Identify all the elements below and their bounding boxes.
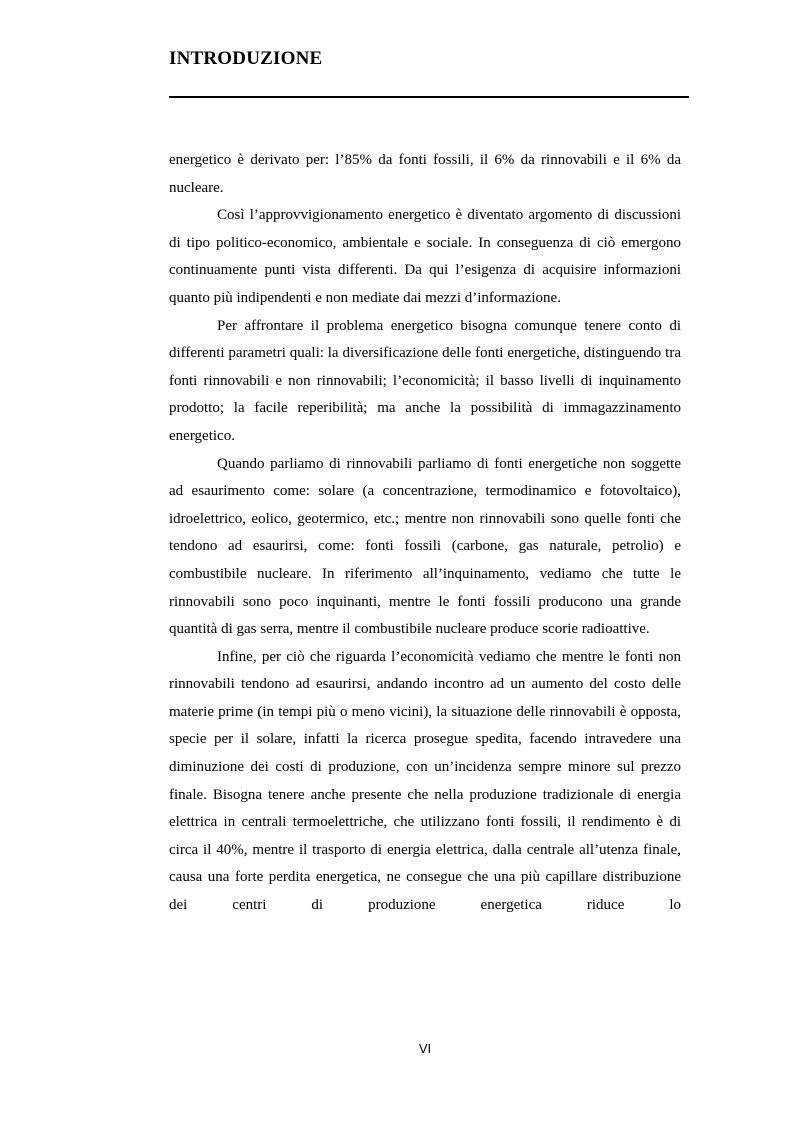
page-number: VI bbox=[418, 1041, 432, 1056]
page-header-title: INTRODUZIONE bbox=[169, 48, 323, 69]
paragraph: Così l’approvvigionamento energetico è diventato argomento di discussioni di tipo politico-economico, ambientale e sociale. In conseguenza di ciò emergono continuamente punti vista differenti. Da qui l’esigenza di acquisire informazioni quanto più indipendenti e non mediate dai mezzi d’informazione. bbox=[169, 207, 681, 306]
header-divider bbox=[169, 96, 689, 98]
paragraph: Per affrontare il problema energetico bisogna comunque tenere conto di differenti parametri quali: la diversificazione delle fonti energetiche, distinguendo tra fonti rinnovabili e non rinnovabili; l’economicità; il basso livelli di inquinamento prodotto; la facile reperibilità; ma anche la possibilità di immagazzinamento energetico. bbox=[169, 317, 681, 444]
document-body bbox=[169, 147, 681, 920]
paragraph: Infine, per ciò che riguarda l’economicità vediamo che mentre le fonti non rinnovabili tendono ad esaurirsi, andando incontro ad un aumento del costo delle materie prime (in tempi più o meno vicini), la situazione delle rinnovabili è opposta, specie per il solare, infatti la ricerca prosegue spedita, facendo intravedere una diminuzione dei costi di produzione, con un’incidenza sempre minore sul prezzo finale. Bisogna tenere anche presente che nella produzione tradizionale di energia elettrica in centrali termoelettriche, che utilizzano fonti fossili, il rendimento è di circa il 40%, mentre il trasporto di energia elettrica, dalla centrale all’utenza finale, causa una forte perdita energetica, ne consegue che una più capillare distribuzione dei centri di produzione energetica riduce lo bbox=[169, 648, 681, 914]
paragraph: Quando parliamo di rinnovabili parliamo di fonti energetiche non soggette ad esaurimento come: solare (a concentrazione, termodinamico e fotovoltaico), idroelettrico, eolico, geotermico, etc.; mentre non rinnovabili sono quelle fonti che tendono ad esaurirsi, come: fonti fossili (carbone, gas naturale, petrolio) e combustibile nucleare. In riferimento all’inquinamento, vediamo che tutte le rinnovabili sono poco inquinanti, mentre le fonti fossili producono una grande quantità di gas serra, mentre il combustibile nucleare produce scorie radioattive. bbox=[169, 455, 681, 638]
paragraph-continuation: energetico è derivato per: l’85% da fonti fossili, il 6% da rinnovabili e il 6% da nucleare. bbox=[169, 152, 681, 196]
